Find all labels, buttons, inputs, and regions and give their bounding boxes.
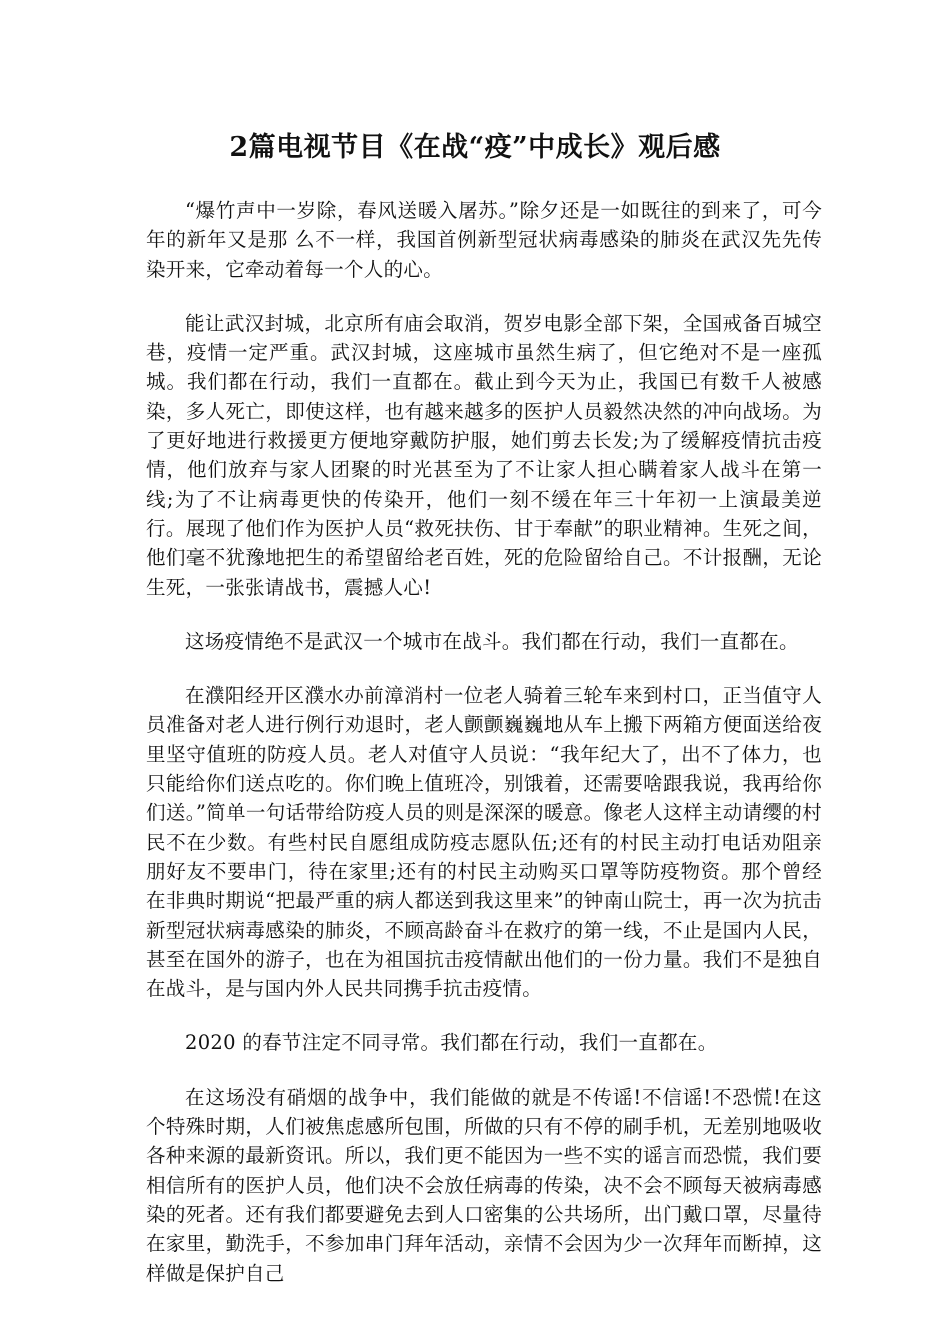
document-body bbox=[146, 196, 822, 1313]
document-title: 2篇电视节目《在战“疫”中成长》观后感 bbox=[229, 132, 721, 163]
paragraph-1: “爆竹声中一岁除，春风送暖入屠苏。”除夕还是一如既往的到来了，可今年的新年又是那 么不一样，我国首例新型冠状病毒感染的肺炎在武汉先先传染开来，它牵动着每一个人的心。 bbox=[146, 199, 822, 281]
paragraph-5: 2020 的春节注定不同寻常。我们都在行动，我们一直都在。 bbox=[185, 1031, 718, 1055]
paragraph-6: 在这场没有硝烟的战争中，我们能做的就是不传谣!不信谣!不恐慌!在这个特殊时期，人们被焦虑感所包围，所做的只有不停的刷手机，无差别地吸收各种来源的最新资讯。所以，我们更不能因为一些不实的谣言而恐慌，我们要相信所有的医护人员，他们决不会放任病毒的传染，决不会不顾每天被病毒感染的死者。还有我们都要避免去到人口密集的公共场所，出门戴口罩，尽量待在家里，勤洗手，不参加串门拜年活动，亲情不会因为少一次拜年而断掉，这样做是保护自己 bbox=[146, 1085, 822, 1285]
paragraph-4: 在濮阳经开区濮水办前漳消村一位老人骑着三轮车来到村口，正当值守人员准备对老人进行例行劝退时，老人颤颤巍巍地从车上搬下两箱方便面送给夜里坚守值班的防疫人员。老人对值守人员说：“我年纪大了，出不了体力，也只能给你们送点吃的。你们晚上值班冷，别饿着，还需要啥跟我说，我再给你们送。”简单一句话带给防疫人员的则是深深的暖意。像老人这样主动请缨的村民不在少数。有些村民自愿组成防疫志愿队伍;还有的村民主动打电话劝阻亲朋好友不要串门，待在家里;还有的村民主动购买口罩等防疫物资。那个曾经在非典时期说“把最严重的病人都送到我这里来”的钟南山院士，再一次为抗击新型冠状病毒感染的肺炎，不顾高龄奋斗在救疗的第一线，不止是国内人民，甚至在国外的游子，也在为祖国抗击疫情献出他们的一份力量。我们不是独自在战斗，是与国内外人民共同携手抗击疫情。 bbox=[146, 684, 822, 1001]
paragraph-3: 这场疫情绝不是武汉一个城市在战斗。我们都在行动，我们一直都在。 bbox=[185, 629, 799, 653]
paragraph-2: 能让武汉封城，北京所有庙会取消，贺岁电影全部下架，全国戒备百城空巷，疫情一定严重。武汉封城，这座城市虽然生病了，但它绝对不是一座孤城。我们都在行动，我们一直都在。截止到今天为止，我国已有数千人被感染，多人死亡，即使这样，也有越来越多的医护人员毅然决然的冲向战场。为了更好地进行救援更方便地穿戴防护服，她们剪去长发;为了缓解疫情抗击疫情，他们放弃与家人团聚的时光甚至为了不让家人担心瞒着家人战斗在第一线;为了不让病毒更快的传染开，他们一刻不缓在年三十年初一上演最美逆行。展现了他们作为医护人员“救死扶伤、甘于奉献”的职业精神。生死之间，他们毫不犹豫地把生的希望留给老百姓，死的危险留给自己。不计报酬，无论生死，一张张请战书，震撼人心! bbox=[146, 311, 822, 599]
